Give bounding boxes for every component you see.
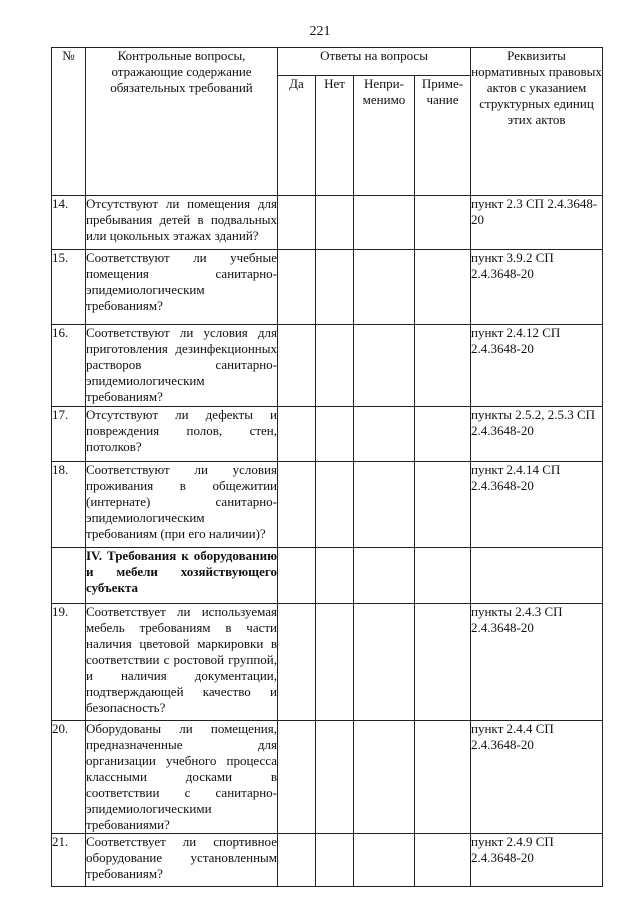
requisites-text: пункт 2.4.4 СП 2.4.3648-20 xyxy=(471,721,603,834)
row-number: 14. xyxy=(52,196,86,250)
answer-yes-cell xyxy=(278,325,316,407)
row-number: 18. xyxy=(52,462,86,548)
question-text: Отсутствуют ли помещения для пребывания детей в подвальных или цокольных этажах зданий? xyxy=(86,196,278,250)
table-row xyxy=(52,407,603,462)
question-text: Оборудованы ли помещения, предназначенные для организации учебного процесса классными досками в соответствии с санитарно-эпидемиологическими требованиями? xyxy=(86,721,277,832)
answer-no-cell xyxy=(316,325,354,407)
requisites-text: пункты 2.4.3 СП 2.4.3648-20 xyxy=(471,604,603,721)
answer-not-applicable-cell xyxy=(354,462,415,548)
answer-yes-cell xyxy=(278,407,316,462)
row-number: 15. xyxy=(52,250,86,325)
answer-not-applicable-cell xyxy=(354,604,415,721)
requisites-text: пункт 3.9.2 СП 2.4.3648-20 xyxy=(471,250,603,325)
answer-yes-cell xyxy=(278,250,316,325)
requisites-text: пункт 2.3 СП 2.4.3648-20 xyxy=(471,196,603,250)
requisites-text: пункт 2.4.14 СП 2.4.3648-20 xyxy=(471,462,603,548)
answer-not-applicable-cell xyxy=(354,196,415,250)
answer-no-cell xyxy=(316,548,354,604)
answer-yes-cell xyxy=(278,721,316,834)
table-row xyxy=(52,462,603,548)
row-number: 20. xyxy=(52,721,86,834)
table-row xyxy=(52,834,603,887)
answer-no-cell xyxy=(316,250,354,325)
answer-yes-cell xyxy=(278,548,316,604)
header-not-applicable: Непри-менимо xyxy=(354,76,415,196)
requisites-text: пункты 2.5.2, 2.5.3 СП 2.4.3648-20 xyxy=(471,407,603,462)
answer-note-cell xyxy=(415,834,471,887)
answer-no-cell xyxy=(316,407,354,462)
question-text: Соответствуют ли условия проживания в общежитии (интернате) санитарно-эпидемиологическим требованиям (при его наличии)? xyxy=(86,462,278,548)
answer-note-cell xyxy=(415,721,471,834)
header-requisites: Реквизиты нормативных правовых актов с указанием структурных единиц этих актов xyxy=(471,48,603,196)
answer-not-applicable-cell xyxy=(354,548,415,604)
answer-note-cell xyxy=(415,250,471,325)
row-number: 21. xyxy=(52,834,86,887)
answer-note-cell xyxy=(415,325,471,407)
answer-no-cell xyxy=(316,604,354,721)
header-answers: Ответы на вопросы xyxy=(278,48,471,76)
table-row xyxy=(52,196,603,250)
row-number: 19. xyxy=(52,604,86,721)
header-no: Нет xyxy=(316,76,354,196)
answer-not-applicable-cell xyxy=(354,721,415,834)
question-text: Соответствует ли используемая мебель требованиям в части наличия цветовой маркировки в соответствии с ростовой группой, и наличия документации, подтверждающей качество и безопасность? xyxy=(86,604,278,721)
header-number: № xyxy=(52,48,86,196)
question-text: Соответствуют ли учебные помещения санитарно-эпидемиологическим требованиям? xyxy=(86,250,278,325)
answer-note-cell xyxy=(415,196,471,250)
checklist-table xyxy=(51,47,603,887)
row-number: 16. xyxy=(52,325,86,407)
answer-yes-cell xyxy=(278,604,316,721)
table-row xyxy=(52,604,603,721)
answer-note-cell xyxy=(415,548,471,604)
table-row xyxy=(52,250,603,325)
requisites-text: пункт 2.4.12 СП 2.4.3648-20 xyxy=(471,325,603,407)
header-note: Приме-чание xyxy=(415,76,471,196)
answer-no-cell xyxy=(316,834,354,887)
question-text: Соответствуют ли условия для приготовления дезинфекционных растворов санитарно-эпидемиологическим требованиям? xyxy=(86,325,278,407)
question-text: Отсутствуют ли дефекты и повреждения полов, стен, потолков? xyxy=(86,407,278,462)
table-row xyxy=(52,721,603,834)
row-number xyxy=(52,548,86,604)
answer-not-applicable-cell xyxy=(354,834,415,887)
answer-not-applicable-cell xyxy=(354,325,415,407)
answer-yes-cell xyxy=(278,834,316,887)
table-row xyxy=(52,325,603,407)
section-title: IV. Требования к оборудованию и мебели хозяйствующего субъекта xyxy=(86,548,278,604)
answer-note-cell xyxy=(415,462,471,548)
row-number: 17. xyxy=(52,407,86,462)
page-number: 221 xyxy=(309,24,331,39)
section-row xyxy=(52,548,603,604)
answer-yes-cell xyxy=(278,196,316,250)
answer-yes-cell xyxy=(278,462,316,548)
requisites-text: пункт 2.4.9 СП 2.4.3648-20 xyxy=(471,834,603,887)
answer-not-applicable-cell xyxy=(354,407,415,462)
answer-not-applicable-cell xyxy=(354,250,415,325)
answer-no-cell xyxy=(316,721,354,834)
answer-no-cell xyxy=(316,196,354,250)
question-text: Соответствует ли спортивное оборудование установленным требованиям? xyxy=(86,834,278,887)
header-yes: Да xyxy=(278,76,316,196)
answer-note-cell xyxy=(415,604,471,721)
answer-note-cell xyxy=(415,407,471,462)
requisites-text xyxy=(471,548,603,604)
answer-no-cell xyxy=(316,462,354,548)
header-questions: Контрольные вопросы, отражающие содержание обязательных требований xyxy=(86,48,278,196)
